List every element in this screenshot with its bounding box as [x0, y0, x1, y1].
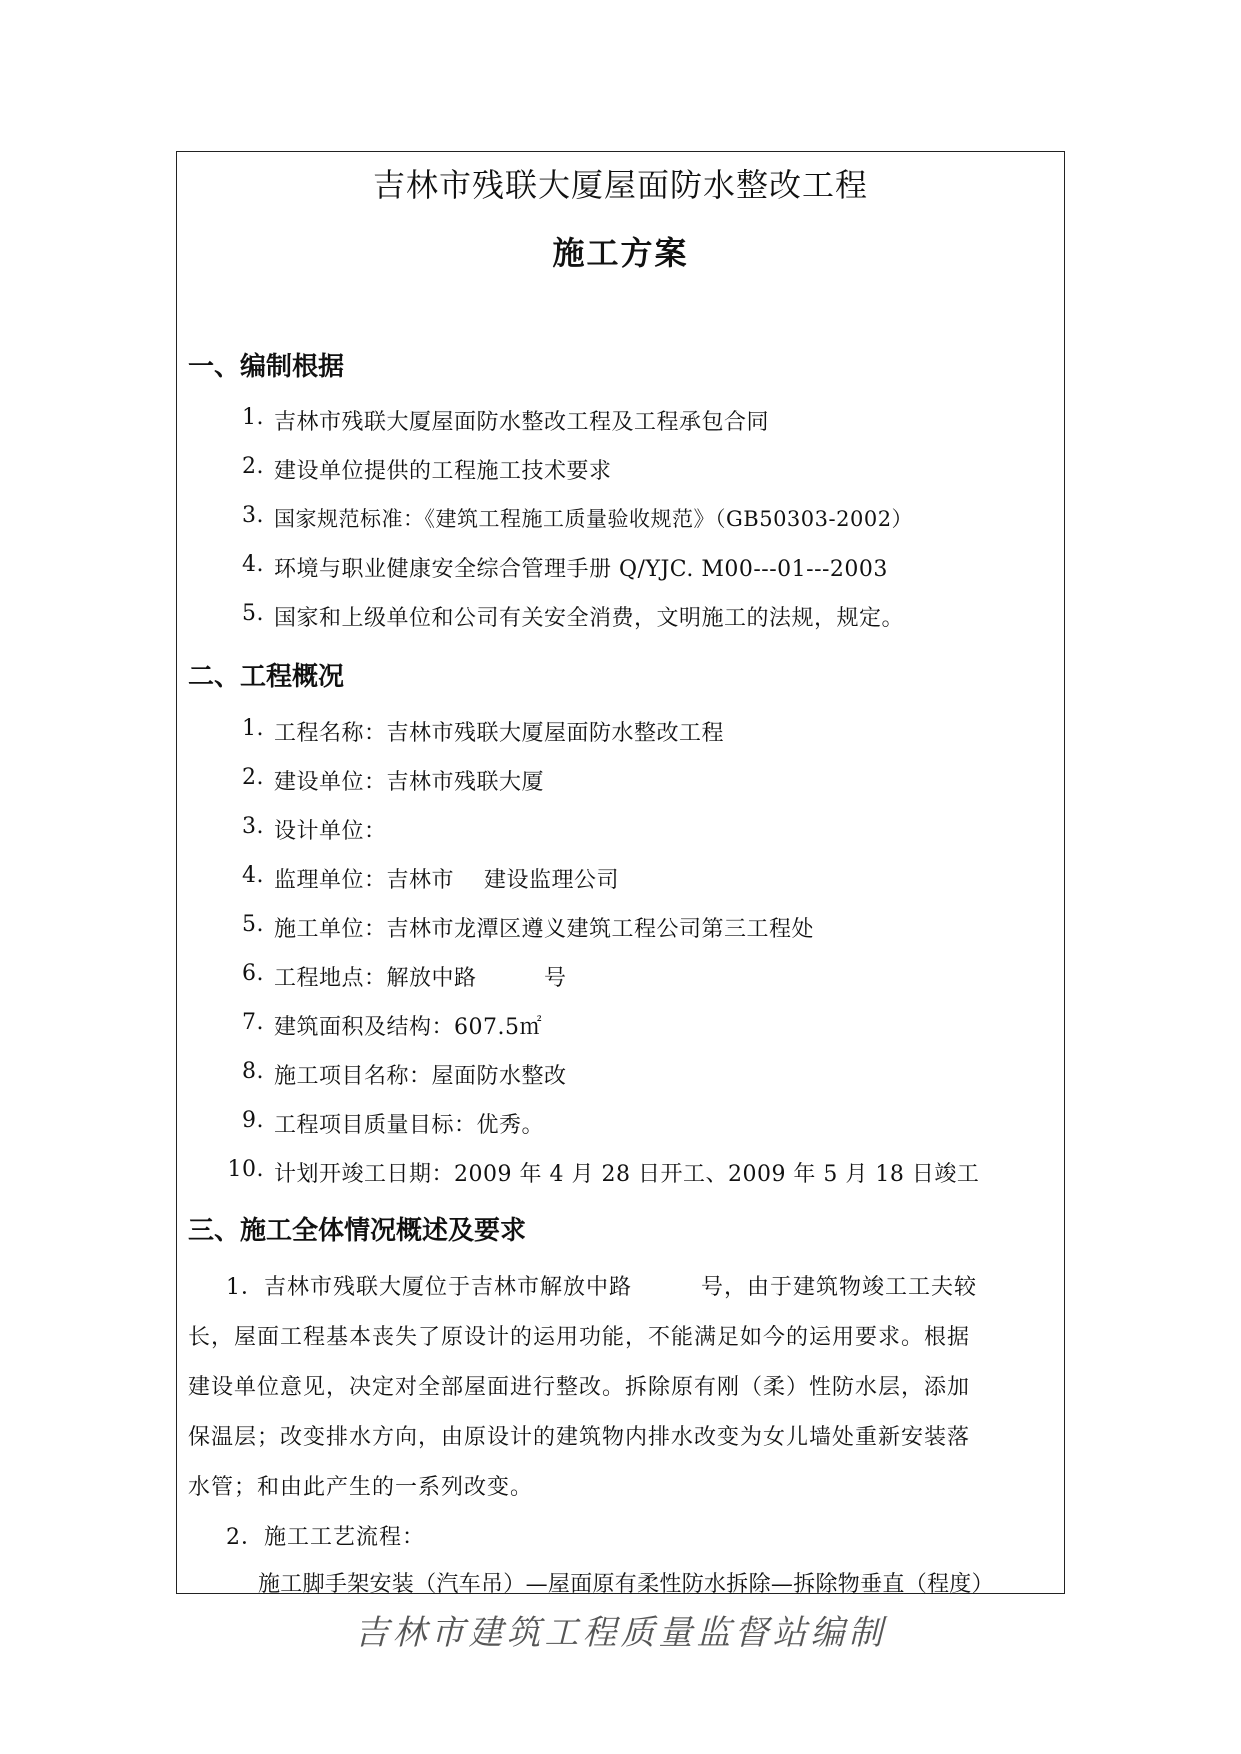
document-subtitle: 施工方案 [552, 234, 689, 272]
list-item-text: 国家和上级单位和公司有关安全消费，文明施工的法规，规定。 [274, 606, 905, 631]
paragraph-line: 1．吉林市残联大厦位于吉林市解放中路 号，由于建筑物竣工工夫较 [226, 1275, 977, 1300]
list-item-number: 4. [242, 552, 264, 577]
list-item-text: 设计单位： [274, 819, 387, 844]
list-item-number: 4. [242, 863, 264, 888]
list-item-text: 施工单位：吉林市龙潭区遵义建筑工程公司第三工程处 [274, 917, 815, 942]
process-flow-label: 2．施工工艺流程： [226, 1525, 425, 1550]
list-item-text: 建设单位：吉林市残联大厦 [274, 770, 545, 795]
list-item-number: 5. [242, 601, 264, 626]
section-heading-summary: 三、施工全体情况概述及要求 [188, 1216, 527, 1246]
list-item-number: 9. [242, 1108, 264, 1133]
paragraph-line: 长，屋面工程基本丧失了原设计的运用功能，不能满足如今的运用要求。根据 [188, 1325, 971, 1350]
paragraph-line: 水管；和由此产生的一系列改变。 [188, 1475, 534, 1500]
list-item-number: 2. [242, 454, 264, 479]
list-item-text: 工程项目质量目标：优秀。 [274, 1113, 545, 1138]
list-item-number: 7. [242, 1010, 264, 1035]
list-item-text: 工程名称：吉林市残联大厦屋面防水整改工程 [274, 721, 725, 746]
list-item-number: 5. [242, 912, 264, 937]
list-item-text: 吉林市残联大厦屋面防水整改工程及工程承包合同 [274, 410, 770, 435]
list-item-text: 计划开竣工日期：2009 年 4 月 28 日开工、2009 年 5 月 18 日竣工 [274, 1162, 980, 1187]
list-item-text: 建筑面积及结构：607.5㎡ [274, 1015, 542, 1040]
list-item-text: 施工项目名称：屋面防水整改 [274, 1064, 567, 1089]
list-item-number: 8. [242, 1059, 264, 1084]
paragraph-line: 保温层；改变排水方向，由原设计的建筑物内排水改变为女儿墙处重新安装落 [188, 1425, 971, 1450]
paragraph-line: 建设单位意见，决定对全部屋面进行整改。拆除原有刚（柔）性防水层，添加 [188, 1375, 971, 1400]
list-item-number: 3. [242, 503, 264, 528]
list-item-number: 1. [242, 405, 264, 430]
list-item-text: 建设单位提供的工程施工技术要求 [274, 459, 612, 484]
list-item-number: 6. [242, 961, 264, 986]
list-item-number: 1. [242, 716, 264, 741]
list-item-text: 国家规范标准：《建筑工程施工质量验收规范》（GB50303-2002） [274, 507, 914, 531]
list-item-number: 2. [242, 765, 264, 790]
document-title: 吉林市残联大厦屋面防水整改工程 [372, 166, 868, 204]
list-item-text: 工程地点：解放中路 号 [274, 966, 567, 991]
list-item-text: 监理单位：吉林市 建设监理公司 [274, 868, 619, 893]
section-heading-basis: 一、编制根据 [188, 352, 345, 382]
list-item-number: 10. [227, 1157, 264, 1182]
section-heading-overview: 二、工程概况 [188, 662, 345, 692]
footer-signature: 吉林市建筑工程质量监督站编制 [354, 1613, 887, 1653]
list-item-number: 3. [242, 814, 264, 839]
process-flow-text: 施工脚手架安装（汽车吊）—屋面原有柔性防水拆除—拆除物垂直（程度） [258, 1572, 994, 1597]
list-item-text: 环境与职业健康安全综合管理手册 Q/YJC. M00---01---2003 [274, 557, 888, 582]
